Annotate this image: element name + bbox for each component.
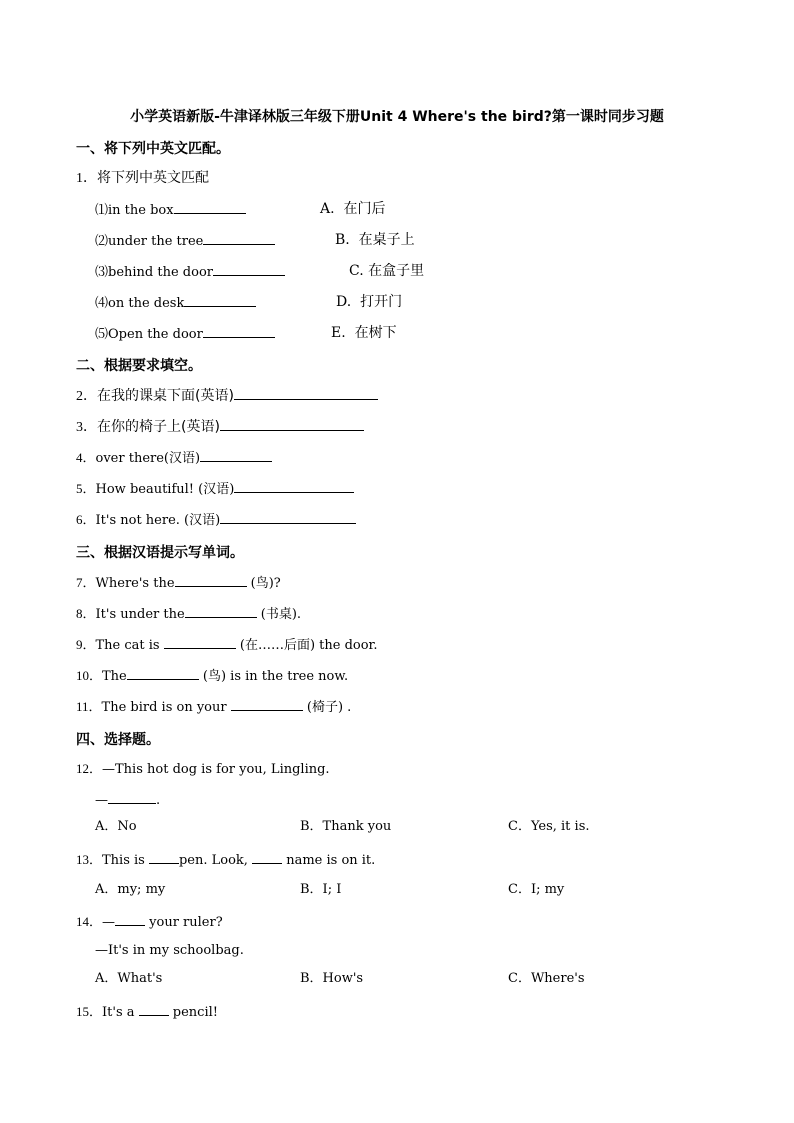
answer-blank[interactable] <box>252 850 282 864</box>
match-right-e: E. 在树下 <box>331 325 397 341</box>
answer-blank[interactable] <box>115 912 145 926</box>
question-13: 13．This is pen. Look, name is on it. <box>76 852 376 868</box>
match-left-5: ⑸Open the door <box>95 324 275 344</box>
q12-option-a[interactable]: A．No <box>95 819 137 834</box>
answer-blank[interactable] <box>203 324 275 338</box>
section-heading-1: 一、将下列中英文匹配。 <box>76 141 230 157</box>
q14-option-c[interactable]: C．Where's <box>508 971 585 986</box>
answer-blank[interactable] <box>149 850 179 864</box>
match-left-2: ⑵under the tree <box>95 231 275 251</box>
q13-option-b[interactable]: B．I; I <box>300 882 342 897</box>
question-14: 14．— your ruler? <box>76 914 223 930</box>
answer-blank[interactable] <box>184 293 256 307</box>
question-11: 11．The bird is on your (椅子) . <box>76 699 352 715</box>
match-left-4: ⑷on the desk <box>95 293 256 313</box>
answer-blank[interactable] <box>220 417 364 431</box>
question-12: 12．—This hot dog is for you, Lingling. <box>76 761 330 777</box>
page-title: 小学英语新版-牛津译林版三年级下册Unit 4 Where's the bird?第一课时同步习题 <box>130 109 664 125</box>
question-5: 5．How beautiful! (汉语) <box>76 479 354 499</box>
section-heading-3: 三、根据汉语提示写单词。 <box>76 545 244 561</box>
question-12-reply: — . <box>95 790 160 810</box>
question-7: 7．Where's the (鸟)? <box>76 575 281 591</box>
question-8: 8．It's under the (书桌). <box>76 606 302 622</box>
q13-option-a[interactable]: A．my; my <box>95 882 166 897</box>
answer-blank[interactable] <box>234 479 354 493</box>
question-10: 10．The (鸟) is in the tree now. <box>76 668 349 684</box>
section-heading-2: 二、根据要求填空。 <box>76 358 202 374</box>
answer-blank[interactable] <box>139 1002 169 1016</box>
question-14-reply: —It's in my schoolbag. <box>95 943 244 958</box>
match-left-3: ⑶behind the door <box>95 262 285 282</box>
answer-blank[interactable] <box>213 262 285 276</box>
q14-option-a[interactable]: A．What's <box>95 971 163 986</box>
answer-blank[interactable] <box>174 200 246 214</box>
question-9: 9．The cat is (在……后面) the door. <box>76 637 378 653</box>
answer-blank[interactable] <box>203 231 275 245</box>
q14-option-b[interactable]: B．How's <box>300 971 364 986</box>
answer-blank[interactable] <box>231 697 303 711</box>
answer-blank[interactable] <box>185 604 257 618</box>
match-left-1: ⑴in the box <box>95 200 246 220</box>
q12-option-b[interactable]: B．Thank you <box>300 819 392 834</box>
answer-blank[interactable] <box>164 635 236 649</box>
question-3: 3．在你的椅子上(英语) <box>76 417 364 437</box>
match-right-c: C. 在盒子里 <box>349 263 425 279</box>
q12-option-c[interactable]: C．Yes, it is. <box>508 819 590 834</box>
answer-blank[interactable] <box>108 790 156 804</box>
answer-blank[interactable] <box>234 386 378 400</box>
match-right-b: B. 在桌子上 <box>335 232 415 248</box>
question-6: 6．It's not here. (汉语) <box>76 510 356 530</box>
answer-blank[interactable] <box>175 573 247 587</box>
match-right-a: A. 在门后 <box>320 201 386 217</box>
question-2: 2．在我的课桌下面(英语) <box>76 386 378 406</box>
question-15: 15．It's a pencil! <box>76 1004 218 1020</box>
section-heading-4: 四、选择题。 <box>76 732 160 748</box>
answer-blank[interactable] <box>220 510 356 524</box>
match-right-d: D. 打开门 <box>336 294 403 310</box>
question-1: 1．将下列中英文匹配 <box>76 170 209 186</box>
question-4: 4．over there(汉语) <box>76 448 272 468</box>
answer-blank[interactable] <box>200 448 272 462</box>
q13-option-c[interactable]: C．I; my <box>508 882 565 897</box>
answer-blank[interactable] <box>127 666 199 680</box>
